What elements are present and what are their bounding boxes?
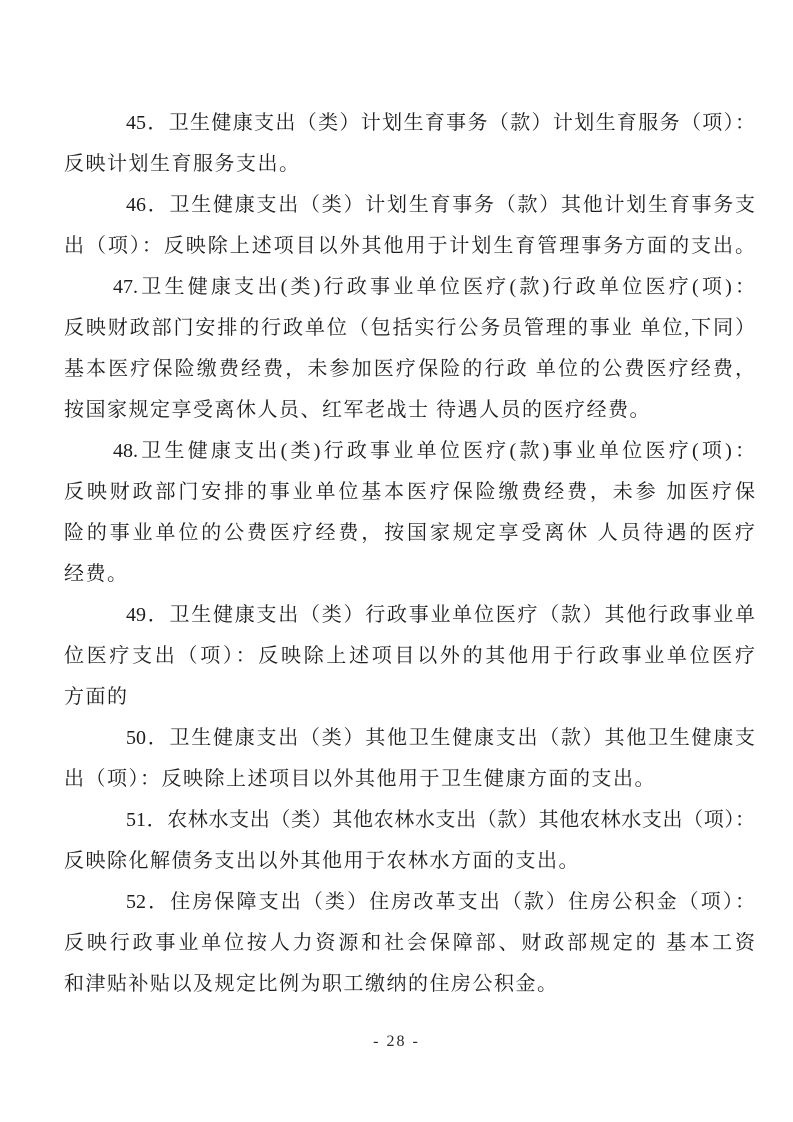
- text-line: 险的事业单位的公费医疗经费，按国家规定享受离休 人员待遇的医疗: [64, 522, 755, 544]
- text-line: 基本医疗保险缴费经费，未参加医疗保险的行政 单位的公费医疗经费，: [64, 358, 755, 380]
- text-line: 48.卫生健康支出(类)行政事业单位医疗(款)事业单位医疗(项)：: [113, 440, 755, 462]
- text-line: 反映财政部门安排的事业单位基本医疗保险缴费经费，未参 加医疗保: [64, 481, 755, 503]
- paragraph-49: [64, 595, 755, 718]
- text-line: 方面的: [64, 686, 129, 708]
- text-line: 反映计划生育服务支出。: [64, 153, 301, 175]
- text-line: 50．卫生健康支出（类）其他卫生健康支出（款）其他卫生健康支: [126, 727, 755, 749]
- text-line: 49．卫生健康支出（类）行政事业单位医疗（款）其他行政事业单: [126, 604, 755, 626]
- paragraph-46: [64, 185, 755, 267]
- text-line: 46．卫生健康支出（类）计划生育事务（款）其他计划生育事务支: [126, 194, 755, 216]
- paragraph-50: [64, 718, 755, 800]
- text-line: 47.卫生健康支出(类)行政事业单位医疗(款)行政单位医疗(项)：: [113, 276, 755, 298]
- text-line: 位医疗支出（项）：反映除上述项目以外的其他用于行政事业单位医疗: [64, 645, 755, 667]
- text-line: 出（项）：反映除上述项目以外其他用于卫生健康方面的支出。: [64, 768, 656, 790]
- document-body: [64, 103, 755, 1005]
- page-number: - 28 -: [373, 1033, 420, 1050]
- paragraph-47: [64, 267, 755, 431]
- paragraph-48: [64, 431, 755, 595]
- text-line: 52．住房保障支出（类）住房改革支出（款）住房公积金（项）：: [126, 891, 755, 913]
- text-line: 反映行政事业单位按人力资源和社会保障部、财政部规定的 基本工资: [64, 932, 755, 954]
- text-line: 45．卫生健康支出（类）计划生育事务（款）计划生育服务（项）：: [126, 112, 755, 134]
- text-line: 反映财政部门安排的行政单位（包括实行公务员管理的事业 单位,下同）: [64, 317, 755, 339]
- paragraph-51: [64, 800, 755, 882]
- text-line: 和津贴补贴以及规定比例为职工缴纳的住房公积金。: [64, 973, 559, 995]
- text-line: 出（项）：反映除上述项目以外其他用于计划生育管理事务方面的支出。: [64, 235, 755, 257]
- paragraph-52: [64, 882, 755, 1005]
- text-line: 经费。: [64, 563, 129, 585]
- text-line: 反映除化解债务支出以外其他用于农林水方面的支出。: [64, 850, 580, 872]
- text-line: 按国家规定享受离休人员、红军老战士 待遇人员的医疗经费。: [64, 399, 651, 421]
- paragraph-45: [64, 103, 755, 185]
- text-line: 51．农林水支出（类）其他农林水支出（款）其他农林水支出（项）：: [126, 809, 755, 831]
